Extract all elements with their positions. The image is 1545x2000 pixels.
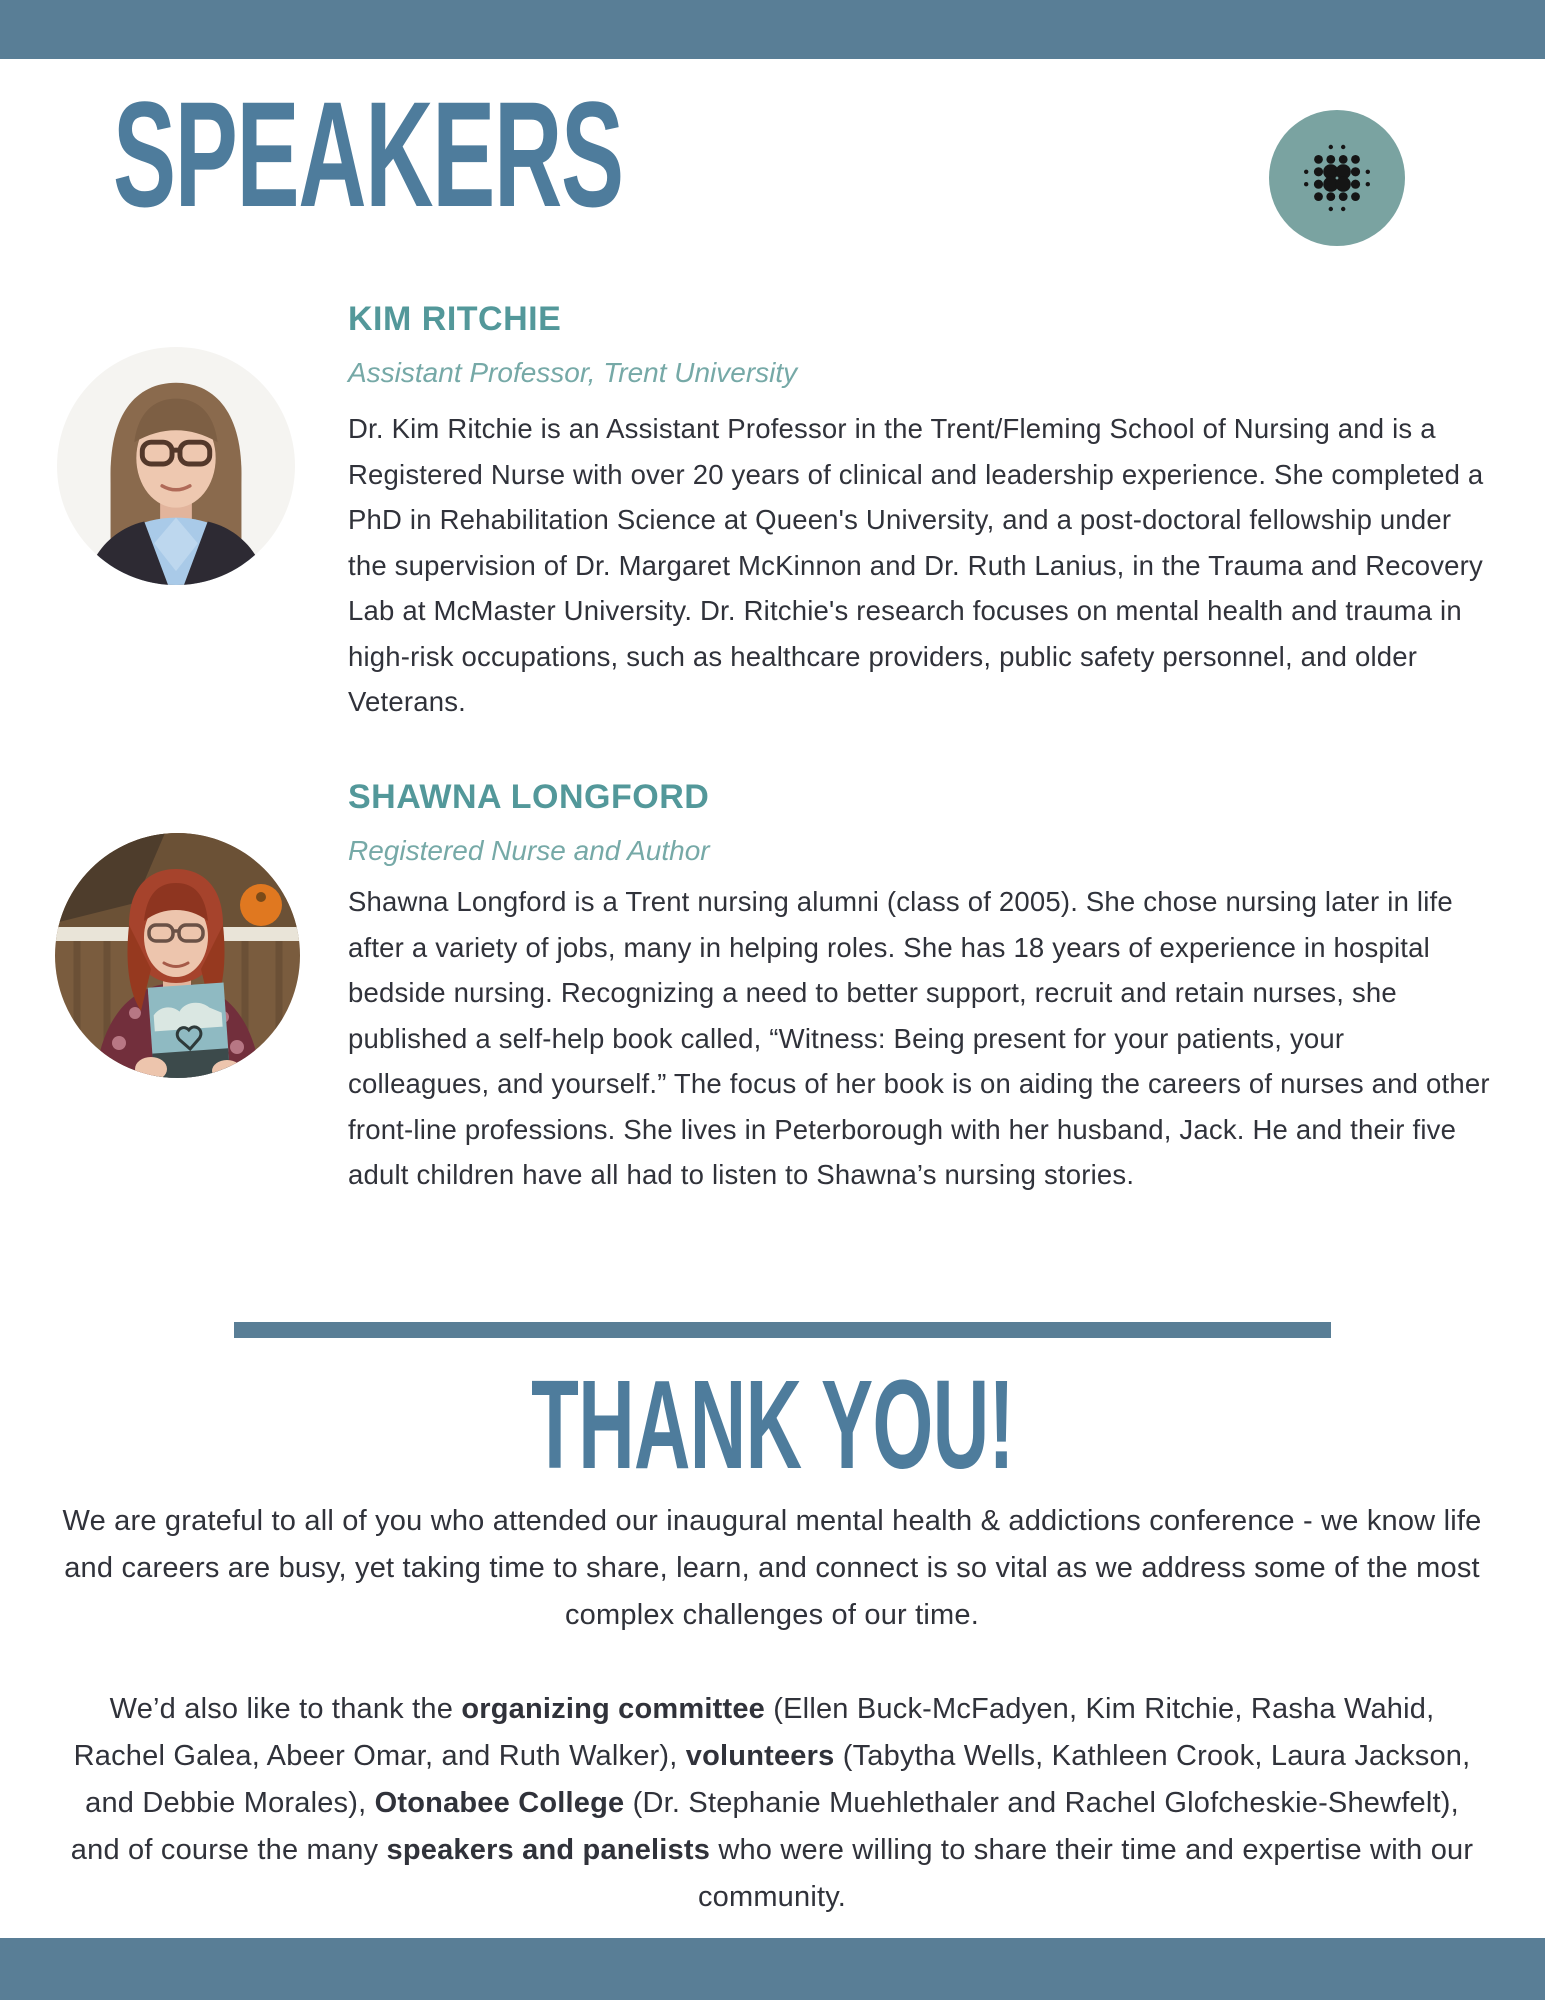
speaker-name-shawna-longford: SHAWNA LONGFORD bbox=[348, 778, 710, 816]
acknowledgements-paragraph: We’d also like to thank the organizing committee (Ellen Buck-McFadyen, Kim Ritchie, Rasha Wahid, Rachel Galea, Abeer Omar, and Ruth Walker), volunteers (Tabytha Wells, Kathleen Crook, Laura Jackson, and Debbie Morales), Otonabee College (Dr. Stephanie Muehlethaler and Rachel Glofcheskie-Shewfelt), and of course the many speakers and panelists who were willing to share their time and expertise with our community. bbox=[70, 1693, 1474, 1913]
section-divider bbox=[234, 1322, 1331, 1338]
halftone-dots-icon bbox=[1269, 110, 1405, 246]
page-title: SPEAKERS bbox=[113, 70, 623, 238]
speaker-bio-shawna-longford: Shawna Longford is a Trent nursing alumni (class of 2005). She chose nursing later in life after a variety of jobs, many in helping roles. She has 18 years of experience in hospital bedside nursing. Recognizing a need to better support, recruit and retain nurses, she published a self-help book called, “Witness: Being present for your patients, your colleagues, and yourself.” The focus of her book is on aiding the careers of nurses and other front-line professions. She lives in Peterborough with her husband, Jack. He and their five adult children have all had to listen to Shawna’s nursing stories. bbox=[348, 886, 1490, 1190]
thank-you-heading: THANK YOU! bbox=[531, 1354, 1014, 1495]
speaker-name-kim-ritchie: KIM RITCHIE bbox=[348, 300, 562, 338]
speaker-role-shawna-longford: Registered Nurse and Author bbox=[348, 835, 710, 866]
shawna-longford-photo bbox=[55, 833, 300, 1078]
speaker-bio-kim-ritchie: Dr. Kim Ritchie is an Assistant Professor in the Trent/Fleming School of Nursing and is a Registered Nurse with over 20 years of clinical and leadership experience. She completed a PhD in Rehabilitation Science at Queen's University, and a post-doctoral fellowship under the supervision of Dr. Margaret McKinnon and Dr. Ruth Lanius, in the Trauma and Recovery Lab at McMaster University. Dr. Ritchie's research focuses on mental health and trauma in high-risk occupations, such as healthcare providers, public safety personnel, and older Veterans. bbox=[348, 413, 1484, 717]
bottom-accent-bar bbox=[0, 1938, 1545, 2000]
top-accent-bar bbox=[0, 0, 1545, 59]
speaker-role-kim-ritchie: Assistant Professor, Trent University bbox=[348, 357, 798, 388]
thank-you-paragraph: We are grateful to all of you who attended our inaugural mental health & addictions conference - we know life and careers are busy, yet taking time to share, learn, and connect is so vital as we address some of the most complex challenges of our time. bbox=[62, 1505, 1482, 1631]
kim-ritchie-photo bbox=[57, 347, 295, 585]
